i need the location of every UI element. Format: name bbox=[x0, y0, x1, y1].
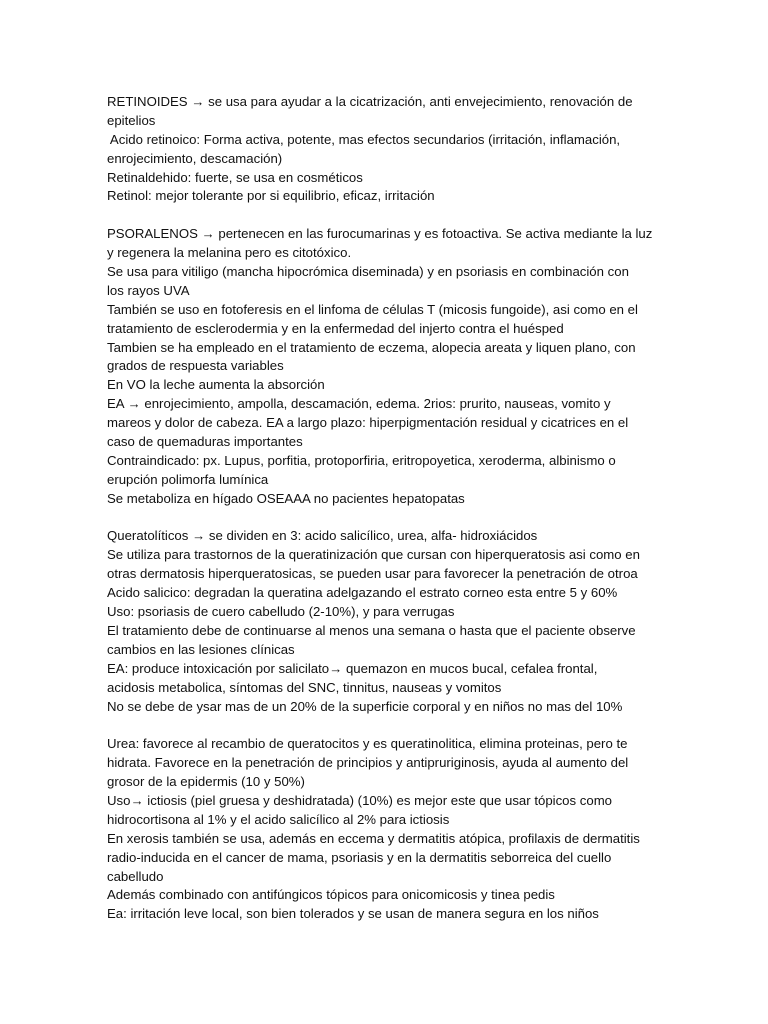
document-body bbox=[107, 93, 667, 924]
text-line: Uso→ ictiosis (piel gruesa y deshidratada) (10%) es mejor este que usar tópicos como bbox=[107, 792, 613, 808]
paragraph-gap bbox=[107, 509, 667, 528]
text-line: Retinol: mejor tolerante por si equilibrio, eficaz, irritación bbox=[107, 188, 435, 204]
text-line: grados de respuesta variables bbox=[107, 358, 284, 374]
text-line: Además combinado con antifúngicos tópicos para onicomicosis y tinea pedis bbox=[107, 887, 555, 903]
text-line: caso de quemaduras importantes bbox=[107, 434, 303, 450]
text-line: otras dermatosis hiperqueratosicas, se pueden usar para favorecer la penetración de otroa bbox=[107, 566, 638, 582]
text-line: También se uso en fotoferesis en el linfoma de células T (micosis fungoide), asi como en el bbox=[107, 301, 638, 317]
text-line: cabelludo bbox=[107, 868, 164, 884]
text-line: acidosis metabolica, síntomas del SNC, tinnitus, nauseas y vomitos bbox=[107, 679, 502, 695]
paragraph-gap bbox=[107, 716, 667, 735]
paragraph bbox=[107, 527, 667, 716]
text-line: Queratolíticos → se dividen en 3: acido salicílico, urea, alfa- hidroxiácidos bbox=[107, 528, 538, 544]
text-line: No se debe de ysar mas de un 20% de la superficie corporal y en niños no mas del 10% bbox=[107, 698, 623, 714]
text-line: Acido retinoico: Forma activa, potente, mas efectos secundarios (irritación, inflamación, bbox=[107, 131, 621, 147]
text-line: Se utiliza para trastornos de la queratinización que cursan con hiperqueratosis asi como en bbox=[107, 547, 640, 563]
text-line: enrojecimiento, descamación) bbox=[107, 150, 283, 166]
text-line: En xerosis también se usa, además en eccema y dermatitis atópica, profilaxis de dermatitis bbox=[107, 830, 640, 846]
text-line: Se metaboliza en hígado OSEAAA no pacientes hepatopatas bbox=[107, 490, 465, 506]
paragraph bbox=[107, 93, 667, 206]
text-line: mareos y dolor de cabeza. EA a largo plazo: hiperpigmentación residual y cicatrices en el bbox=[107, 415, 629, 431]
paragraph-gap bbox=[107, 206, 667, 225]
text-line: Contraindicado: px. Lupus, porfitia, protoporfiria, eritropoyetica, xeroderma, albinismo o bbox=[107, 452, 616, 468]
text-line: hidrocortisona al 1% y el acido salicílico al 2% para ictiosis bbox=[107, 811, 450, 827]
text-line: epitelios bbox=[107, 112, 156, 128]
text-line: Urea: favorece al recambio de queratocitos y es queratinolitica, elimina proteinas, pero te bbox=[107, 736, 628, 752]
text-line: radio-inducida en el cancer de mama, psoriasis y en la dermatitis seborreica del cuello bbox=[107, 849, 612, 865]
text-line: EA: produce intoxicación por salicilato→ quemazon en mucos bucal, cefalea frontal, bbox=[107, 660, 598, 676]
text-line: EA → enrojecimiento, ampolla, descamación, edema. 2rios: prurito, nauseas, vomito y bbox=[107, 396, 611, 412]
paragraph bbox=[107, 225, 667, 508]
text-line: En VO la leche aumenta la absorción bbox=[107, 377, 325, 393]
text-line: Acido salicico: degradan la queratina adelgazando el estrato corneo esta entre 5 y 60% bbox=[107, 585, 618, 601]
text-line: tratamiento de esclerodermia y en la enfermedad del injerto contra el huésped bbox=[107, 320, 564, 336]
paragraph bbox=[107, 735, 667, 924]
text-line: grosor de la epidermis (10 y 50%) bbox=[107, 774, 305, 790]
text-line: los rayos UVA bbox=[107, 282, 190, 298]
text-line: PSORALENOS → pertenecen en las furocumarinas y es fotoactiva. Se activa mediante la luz bbox=[107, 226, 653, 242]
text-line: y regenera la melanina pero es citotóxico. bbox=[107, 245, 352, 261]
text-line: hidrata. Favorece en la penetración de principios y antipruriginosis, ayuda al aumento del bbox=[107, 755, 629, 771]
text-line: El tratamiento debe de continuarse al menos una semana o hasta que el paciente observe bbox=[107, 622, 636, 638]
text-line: cambios en las lesiones clínicas bbox=[107, 641, 295, 657]
text-line: Retinaldehido: fuerte, se usa en cosméticos bbox=[107, 169, 363, 185]
text-line: Se usa para vitiligo (mancha hipocrómica diseminada) y en psoriasis en combinación con bbox=[107, 264, 629, 280]
text-line: Ea: irritación leve local, son bien tolerados y se usan de manera segura en los niños bbox=[107, 906, 599, 922]
text-line: erupción polimorfa lumínica bbox=[107, 471, 269, 487]
text-line: Tambien se ha empleado en el tratamiento de eczema, alopecia areata y liquen plano, con bbox=[107, 339, 636, 355]
text-line: Uso: psoriasis de cuero cabelludo (2-10%), y para verrugas bbox=[107, 604, 455, 620]
text-line: RETINOIDES → se usa para ayudar a la cicatrización, anti envejecimiento, renovación de bbox=[107, 94, 633, 109]
